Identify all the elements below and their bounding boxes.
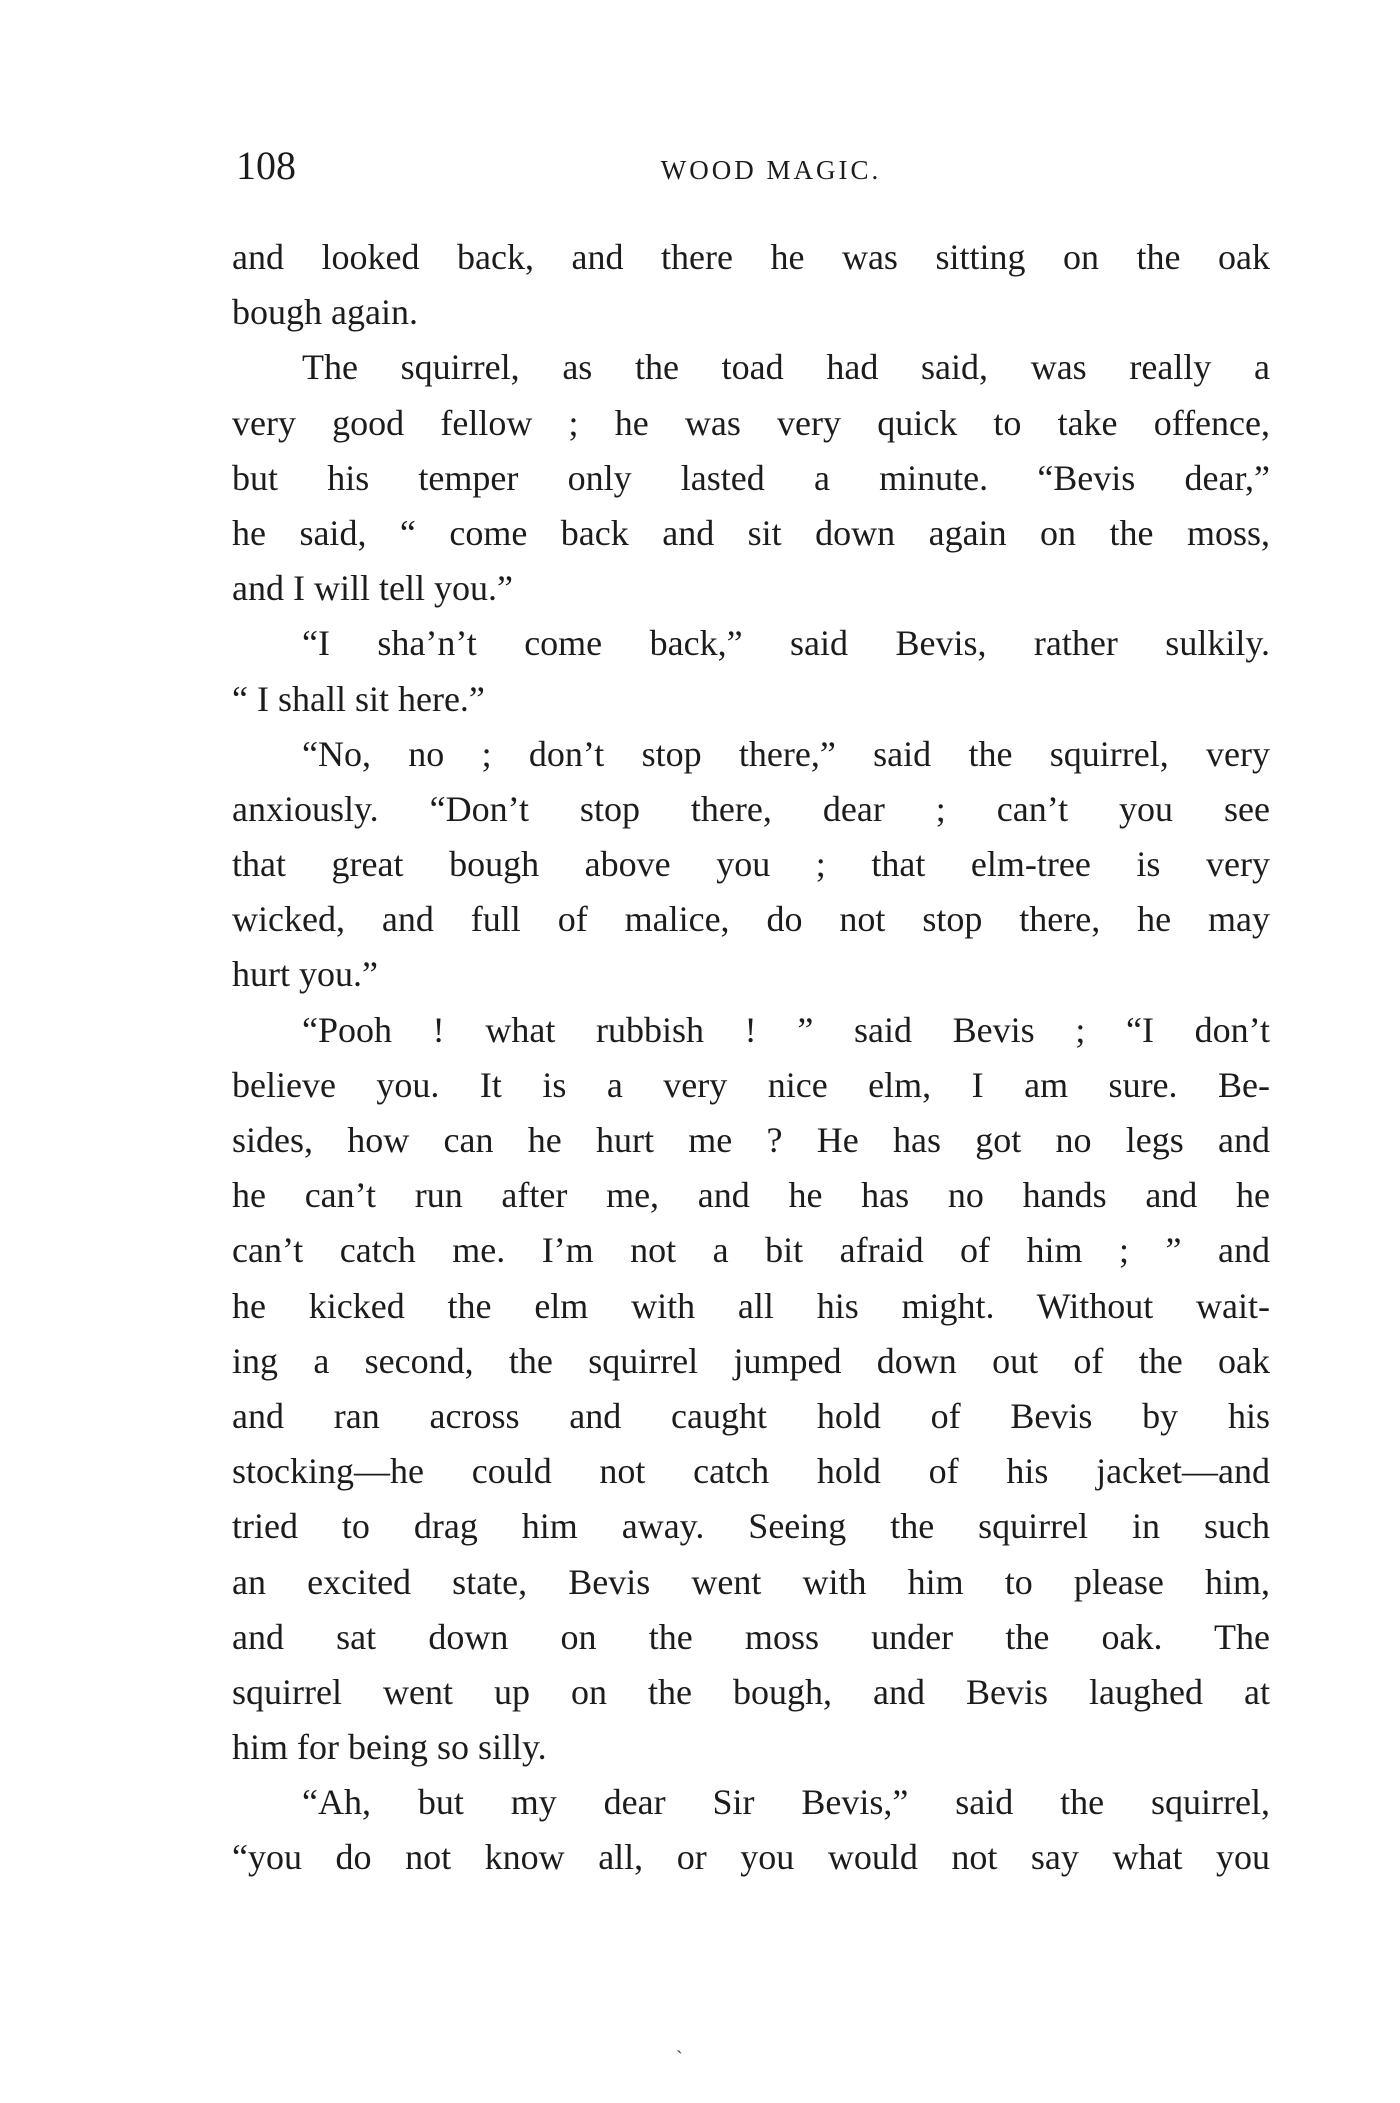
page-header [232,142,1270,194]
page-body-text [232,230,1270,1886]
text-line: “Pooh ! what rubbish ! ” said Bevis ; “I don’t [302,1009,1270,1050]
text-line: an excited state, Bevis went with him to please him, [232,1561,1270,1602]
text-line: he kicked the elm with all his might. Without wait- [232,1285,1270,1326]
text-line: “ I shall sit here.” [232,678,485,719]
text-line: squirrel went up on the bough, and Bevis laughed at [232,1671,1270,1712]
text-line: “No, no ; don’t stop there,” said the squirrel, very [302,733,1270,774]
text-line: and looked back, and there he was sitting on the oak [232,237,1270,277]
text-line: he can’t run after me, and he has no hands and he [232,1175,1270,1216]
text-line: “I sha’n’t come back,” said Bevis, rather sulkily. [302,623,1270,664]
page-number: 108 [236,143,296,188]
text-line: The squirrel, as the toad had said, was really a [302,347,1270,388]
text-line: and sat down on the moss under the oak. The [232,1616,1270,1657]
text-line: sides, how can he hurt me ? He has got no legs and [232,1120,1270,1160]
text-line: “you do not know all, or you would not say what you [232,1837,1270,1878]
text-line: ing a second, the squirrel jumped down out of the oak [232,1340,1270,1381]
text-line: bough again. [232,292,418,333]
text-line: believe you. It is a very nice elm, I am sure. Be- [232,1064,1270,1105]
text-line: tried to drag him away. Seeing the squirrel in such [232,1506,1270,1547]
text-line: can’t catch me. I’m not a bit afraid of him ; ” and [232,1230,1270,1271]
text-line: and I will tell you.” [232,568,513,609]
text-line: hurt you.” [232,954,378,995]
text-line: wicked, and full of malice, do not stop there, he may [232,899,1270,940]
print-speck: ˏ [676,2032,683,2054]
text-line: but his temper only lasted a minute. “Bevis dear,” [232,457,1270,498]
text-line: very good fellow ; he was very quick to take offence, [232,402,1270,443]
text-line: he said, “ come back and sit down again on the moss, [232,512,1270,553]
text-line: and ran across and caught hold of Bevis by his [232,1395,1270,1436]
text-line: that great bough above you ; that elm-tree is very [232,844,1270,885]
text-line: “Ah, but my dear Sir Bevis,” said the squirrel, [302,1782,1270,1823]
running-title: WOOD MAGIC. [660,155,882,185]
text-line: him for being so silly. [232,1727,547,1768]
text-line: stocking—he could not catch hold of his jacket—and [232,1451,1270,1492]
text-line: anxiously. “Don’t stop there, dear ; can’t you see [232,788,1270,829]
